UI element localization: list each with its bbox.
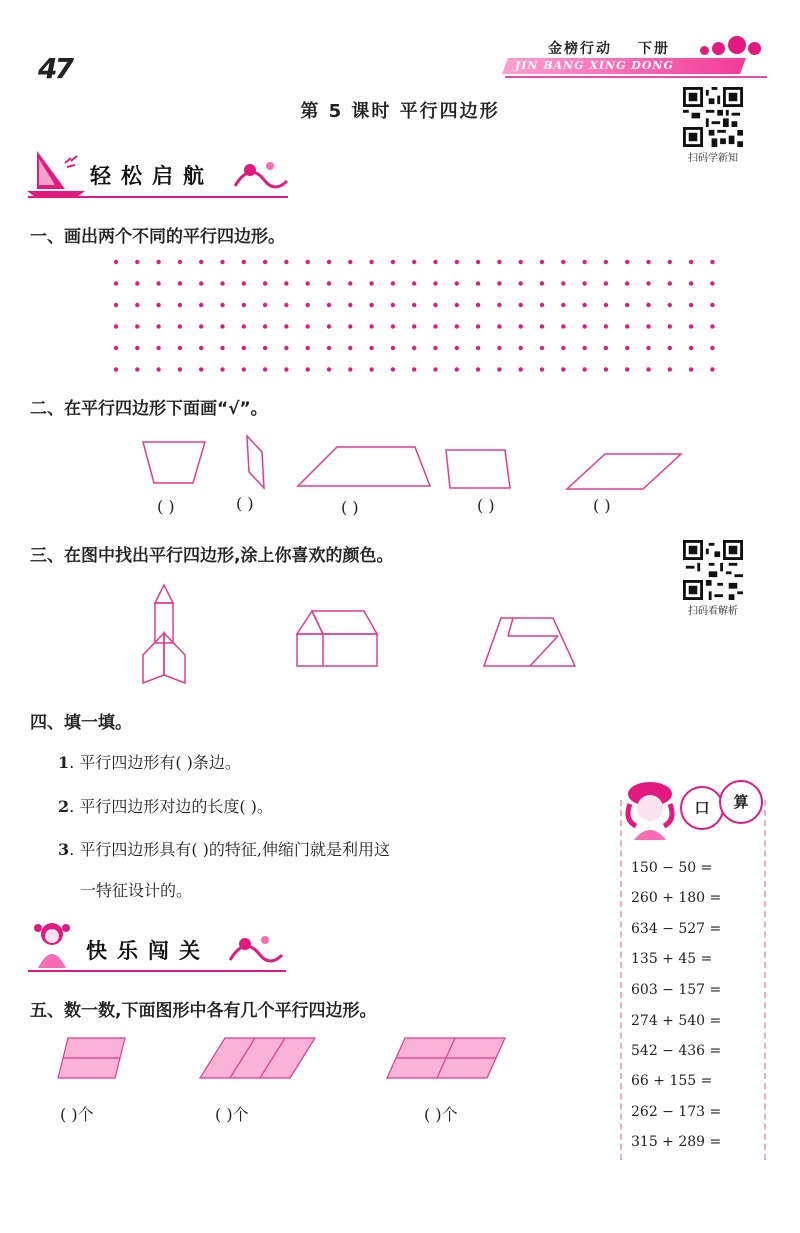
grid-dot [455, 346, 459, 350]
grid-dot [689, 367, 693, 371]
grid-dot [369, 260, 373, 264]
grid-dot [156, 324, 160, 328]
grid-dot [497, 303, 501, 307]
grid-dot [199, 303, 203, 307]
grid-dot [391, 324, 395, 328]
grid-dot [412, 281, 416, 285]
count-blank[interactable]: ( )个 [215, 1105, 249, 1124]
grid-dot [391, 367, 395, 371]
grid-dot [497, 281, 501, 285]
grid-dot [220, 346, 224, 350]
calc-row: 315 + 289 = [631, 1134, 722, 1150]
calc-row: 603 − 157 = [631, 982, 722, 998]
grid-dot [497, 324, 501, 328]
banner-underline [28, 970, 286, 972]
grid-dot [561, 281, 565, 285]
coloring-figures[interactable] [0, 575, 800, 690]
grid-dot [327, 324, 331, 328]
grid-dot [178, 324, 182, 328]
fill-item-3-continued: 一特征设计的。 [80, 881, 193, 900]
grid-dot [327, 303, 331, 307]
grid-dot [242, 346, 246, 350]
grid-dot [156, 281, 160, 285]
grid-dot [199, 324, 203, 328]
calc-row: 274 + 540 = [631, 1013, 722, 1029]
grid-dot [369, 324, 373, 328]
grid-dot [561, 260, 565, 264]
grid-dot [199, 367, 203, 371]
grid-dot [668, 367, 672, 371]
composite-figure [484, 618, 575, 666]
girl-mascot-icon [28, 918, 78, 970]
item-number: 3 [58, 840, 70, 859]
grid-dot [369, 367, 373, 371]
heart-label: 口 [680, 786, 724, 830]
grid-dot [156, 346, 160, 350]
calc-row: 135 + 45 = [631, 951, 713, 967]
grid-dot [327, 367, 331, 371]
count-blank[interactable]: ( )个 [424, 1105, 458, 1124]
grid-dot [604, 303, 608, 307]
item-text: . 平行四边形有( )条边。 [69, 753, 241, 772]
answer-blank[interactable]: ( ) [477, 496, 495, 515]
grid-dot [178, 367, 182, 371]
grid-dot [220, 303, 224, 307]
grid-dot [284, 281, 288, 285]
grid-dot [114, 367, 118, 371]
grid-dot [178, 281, 182, 285]
house-figure [297, 611, 377, 666]
grid-dot [263, 303, 267, 307]
question-2: 二、在平行四边形下面画“√”。 [30, 399, 268, 419]
grid-dot [114, 303, 118, 307]
grid-dot [412, 346, 416, 350]
grid-dot [369, 346, 373, 350]
grid-dot [412, 367, 416, 371]
grid-dot [433, 324, 437, 328]
grid-dot [476, 346, 480, 350]
grid-dot [348, 346, 352, 350]
grid-dot [540, 281, 544, 285]
grid-dot [156, 367, 160, 371]
grid-dot [135, 303, 139, 307]
grid-dot [284, 260, 288, 264]
girl-mascot-icon [612, 780, 684, 842]
grid-dot [263, 260, 267, 264]
grid-dot [348, 367, 352, 371]
item-text: . 平行四边形对边的长度( )。 [69, 797, 273, 816]
brand-name: 金榜行动 [548, 41, 612, 57]
trapezoid-shape [143, 442, 205, 483]
grid-dot [519, 281, 523, 285]
grid-dot [114, 281, 118, 285]
question-3: 三、在图中找出平行四边形,涂上你喜欢的颜色。 [30, 546, 394, 566]
item-text: . 平行四边形具有( )的特征,伸缩门就是利用这 [69, 840, 390, 859]
question-5: 五、数一数,下面图形中各有几个平行四边形。 [30, 1001, 377, 1021]
grid-dot [689, 346, 693, 350]
grid-dot [689, 260, 693, 264]
grid-dot [199, 281, 203, 285]
fill-item-2[interactable] [58, 794, 273, 817]
grid-dot [220, 367, 224, 371]
grid-dot [582, 367, 586, 371]
grid-dot [412, 303, 416, 307]
grid-dot [668, 260, 672, 264]
volume-label: 下册 [638, 41, 670, 57]
question-4: 四、填一填。 [30, 713, 132, 733]
grid-dot [561, 346, 565, 350]
lesson-title: 第 5 课时 平行四边形 [300, 101, 500, 122]
grid-dot [135, 367, 139, 371]
grid-dot [284, 346, 288, 350]
fill-item-1[interactable] [58, 750, 241, 773]
grid-dot [455, 324, 459, 328]
answer-blank[interactable]: ( ) [157, 497, 175, 516]
grid-dot [604, 260, 608, 264]
grid-dot [412, 260, 416, 264]
grid-dot [668, 281, 672, 285]
grid-dot [582, 281, 586, 285]
grid-dot [327, 260, 331, 264]
decor-dot [712, 42, 725, 55]
grid-dot [561, 303, 565, 307]
grid-dot [519, 346, 523, 350]
grid-dot [306, 346, 310, 350]
grid-dot [327, 346, 331, 350]
item-number: 2 [58, 797, 70, 816]
calc-row: 66 + 155 = [631, 1073, 713, 1089]
parallelogram-shape [567, 454, 681, 489]
answer-blank[interactable]: ( ) [341, 498, 359, 517]
grid-dot [582, 324, 586, 328]
grid-dot [497, 346, 501, 350]
grid-dot [178, 260, 182, 264]
answer-blank[interactable]: ( ) [593, 496, 611, 515]
grid-dot [668, 346, 672, 350]
page-number: 47 [38, 52, 71, 85]
grid-dot [476, 324, 480, 328]
grid-dot [306, 281, 310, 285]
grid-dot [540, 324, 544, 328]
grid-dot [156, 303, 160, 307]
grid-dot [348, 281, 352, 285]
grid-dot [135, 260, 139, 264]
grid-dot [455, 303, 459, 307]
grid-dot [710, 281, 714, 285]
calc-row: 150 − 50 = [631, 860, 713, 876]
grid-dot [455, 281, 459, 285]
grid-dot [242, 303, 246, 307]
grid-dot [689, 281, 693, 285]
grid-dot [540, 367, 544, 371]
grid-dot [519, 303, 523, 307]
grid-dot [497, 260, 501, 264]
grid-dot [135, 324, 139, 328]
grid-dot [114, 324, 118, 328]
grid-dot [646, 303, 650, 307]
grid-dot [284, 367, 288, 371]
grid-dot [604, 281, 608, 285]
grid-dot [646, 346, 650, 350]
grid-dot [348, 260, 352, 264]
grid-dot [199, 346, 203, 350]
grid-dot [348, 324, 352, 328]
grid-dot [369, 303, 373, 307]
grid-dot [710, 324, 714, 328]
header-rule [505, 76, 767, 78]
qr-caption: 扫码看解析 [688, 606, 738, 617]
grid-dot [327, 281, 331, 285]
calc-row: 262 − 173 = [631, 1104, 722, 1120]
grid-dot [306, 260, 310, 264]
question-1: 一、画出两个不同的平行四边形。 [30, 227, 285, 247]
answer-blank[interactable]: ( ) [236, 494, 254, 513]
dot-grid[interactable] [108, 254, 718, 378]
grid-dot [625, 346, 629, 350]
decor-dot [728, 36, 746, 54]
grid-dot [476, 303, 480, 307]
grid-dot [242, 324, 246, 328]
grid-dot [646, 324, 650, 328]
grid-dot [604, 324, 608, 328]
figure-two-parallelograms [58, 1038, 125, 1078]
grid-dot [135, 281, 139, 285]
fill-item-3[interactable] [58, 837, 390, 860]
grid-dot [604, 346, 608, 350]
grid-dot [263, 367, 267, 371]
grid-dot [284, 324, 288, 328]
grid-dot [391, 303, 395, 307]
banner-underline [28, 196, 288, 198]
grid-dot [263, 346, 267, 350]
grid-dot [263, 281, 267, 285]
grid-dot [519, 367, 523, 371]
calc-row: 260 + 180 = [631, 890, 722, 906]
qr-caption: 扫码学新知 [688, 153, 738, 164]
sailboat-icon [25, 145, 95, 201]
qr-code-icon[interactable] [683, 87, 743, 147]
grid-dot [689, 303, 693, 307]
grid-dot [433, 281, 437, 285]
grid-dot [582, 346, 586, 350]
grid-dot [156, 260, 160, 264]
section-banner-title: 轻松启航 [90, 163, 214, 188]
grid-dot [625, 324, 629, 328]
grid-dot [476, 281, 480, 285]
grid-dot [348, 303, 352, 307]
grid-dot [710, 303, 714, 307]
grid-dot [540, 260, 544, 264]
grid-dot [710, 346, 714, 350]
brand-english: JIN BANG XING DONG [515, 59, 674, 72]
item-number: 1 [58, 753, 70, 772]
grid-dot [369, 281, 373, 285]
grid-dot [433, 260, 437, 264]
grid-dot [625, 303, 629, 307]
grid-dot [561, 324, 565, 328]
grid-dot [220, 281, 224, 285]
decor-dot [700, 46, 709, 55]
count-blank[interactable]: ( )个 [60, 1105, 94, 1124]
heart-label: 算 [719, 780, 763, 824]
grid-dot [497, 367, 501, 371]
rocket-figure [143, 585, 185, 683]
trapezoid-wide-shape [298, 447, 430, 486]
shape-options [0, 430, 800, 500]
figure-three-parallelograms [200, 1038, 315, 1078]
grid-dot [114, 260, 118, 264]
grid-dot [455, 260, 459, 264]
grid-dot [668, 324, 672, 328]
grid-dot [540, 346, 544, 350]
grid-dot [220, 324, 224, 328]
grid-dot [582, 260, 586, 264]
grid-dot [242, 281, 246, 285]
section-banner-title: 快乐闯关 [86, 938, 210, 963]
parallelogram-shape [446, 450, 510, 488]
grid-dot [263, 324, 267, 328]
grid-dot [391, 281, 395, 285]
grid-dot [433, 303, 437, 307]
grid-dot [710, 260, 714, 264]
grid-dot [476, 367, 480, 371]
grid-dot [178, 346, 182, 350]
grid-dot [199, 260, 203, 264]
grid-dot [433, 367, 437, 371]
figure-four-parallelograms [387, 1038, 505, 1078]
grid-dot [582, 303, 586, 307]
calc-row: 542 − 436 = [631, 1043, 722, 1059]
counting-figures [0, 1035, 600, 1085]
grid-dot [689, 324, 693, 328]
grid-dot [391, 260, 395, 264]
grid-dot [433, 346, 437, 350]
grid-dot [625, 281, 629, 285]
grid-dot [306, 303, 310, 307]
grid-dot [242, 367, 246, 371]
grid-dot [306, 367, 310, 371]
calc-row: 634 − 527 = [631, 921, 722, 937]
grid-dot [604, 367, 608, 371]
grid-dot [561, 367, 565, 371]
grid-dot [519, 260, 523, 264]
grid-dot [178, 303, 182, 307]
decor-dot [748, 42, 761, 55]
grid-dot [306, 324, 310, 328]
flower-decoration-icon [225, 930, 285, 970]
grid-dot [710, 367, 714, 371]
grid-dot [625, 367, 629, 371]
grid-dot [540, 303, 544, 307]
grid-dot [455, 367, 459, 371]
grid-dot [220, 260, 224, 264]
grid-dot [625, 260, 629, 264]
flower-decoration-icon [230, 156, 290, 196]
grid-dot [646, 281, 650, 285]
grid-dot [519, 324, 523, 328]
grid-dot [412, 324, 416, 328]
grid-dot [668, 303, 672, 307]
grid-dot [646, 260, 650, 264]
grid-dot [284, 303, 288, 307]
grid-dot [391, 346, 395, 350]
grid-dot [135, 346, 139, 350]
grid-dot [476, 260, 480, 264]
thin-parallelogram-shape [247, 436, 264, 488]
grid-dot [114, 346, 118, 350]
grid-dot [242, 260, 246, 264]
grid-dot [646, 367, 650, 371]
